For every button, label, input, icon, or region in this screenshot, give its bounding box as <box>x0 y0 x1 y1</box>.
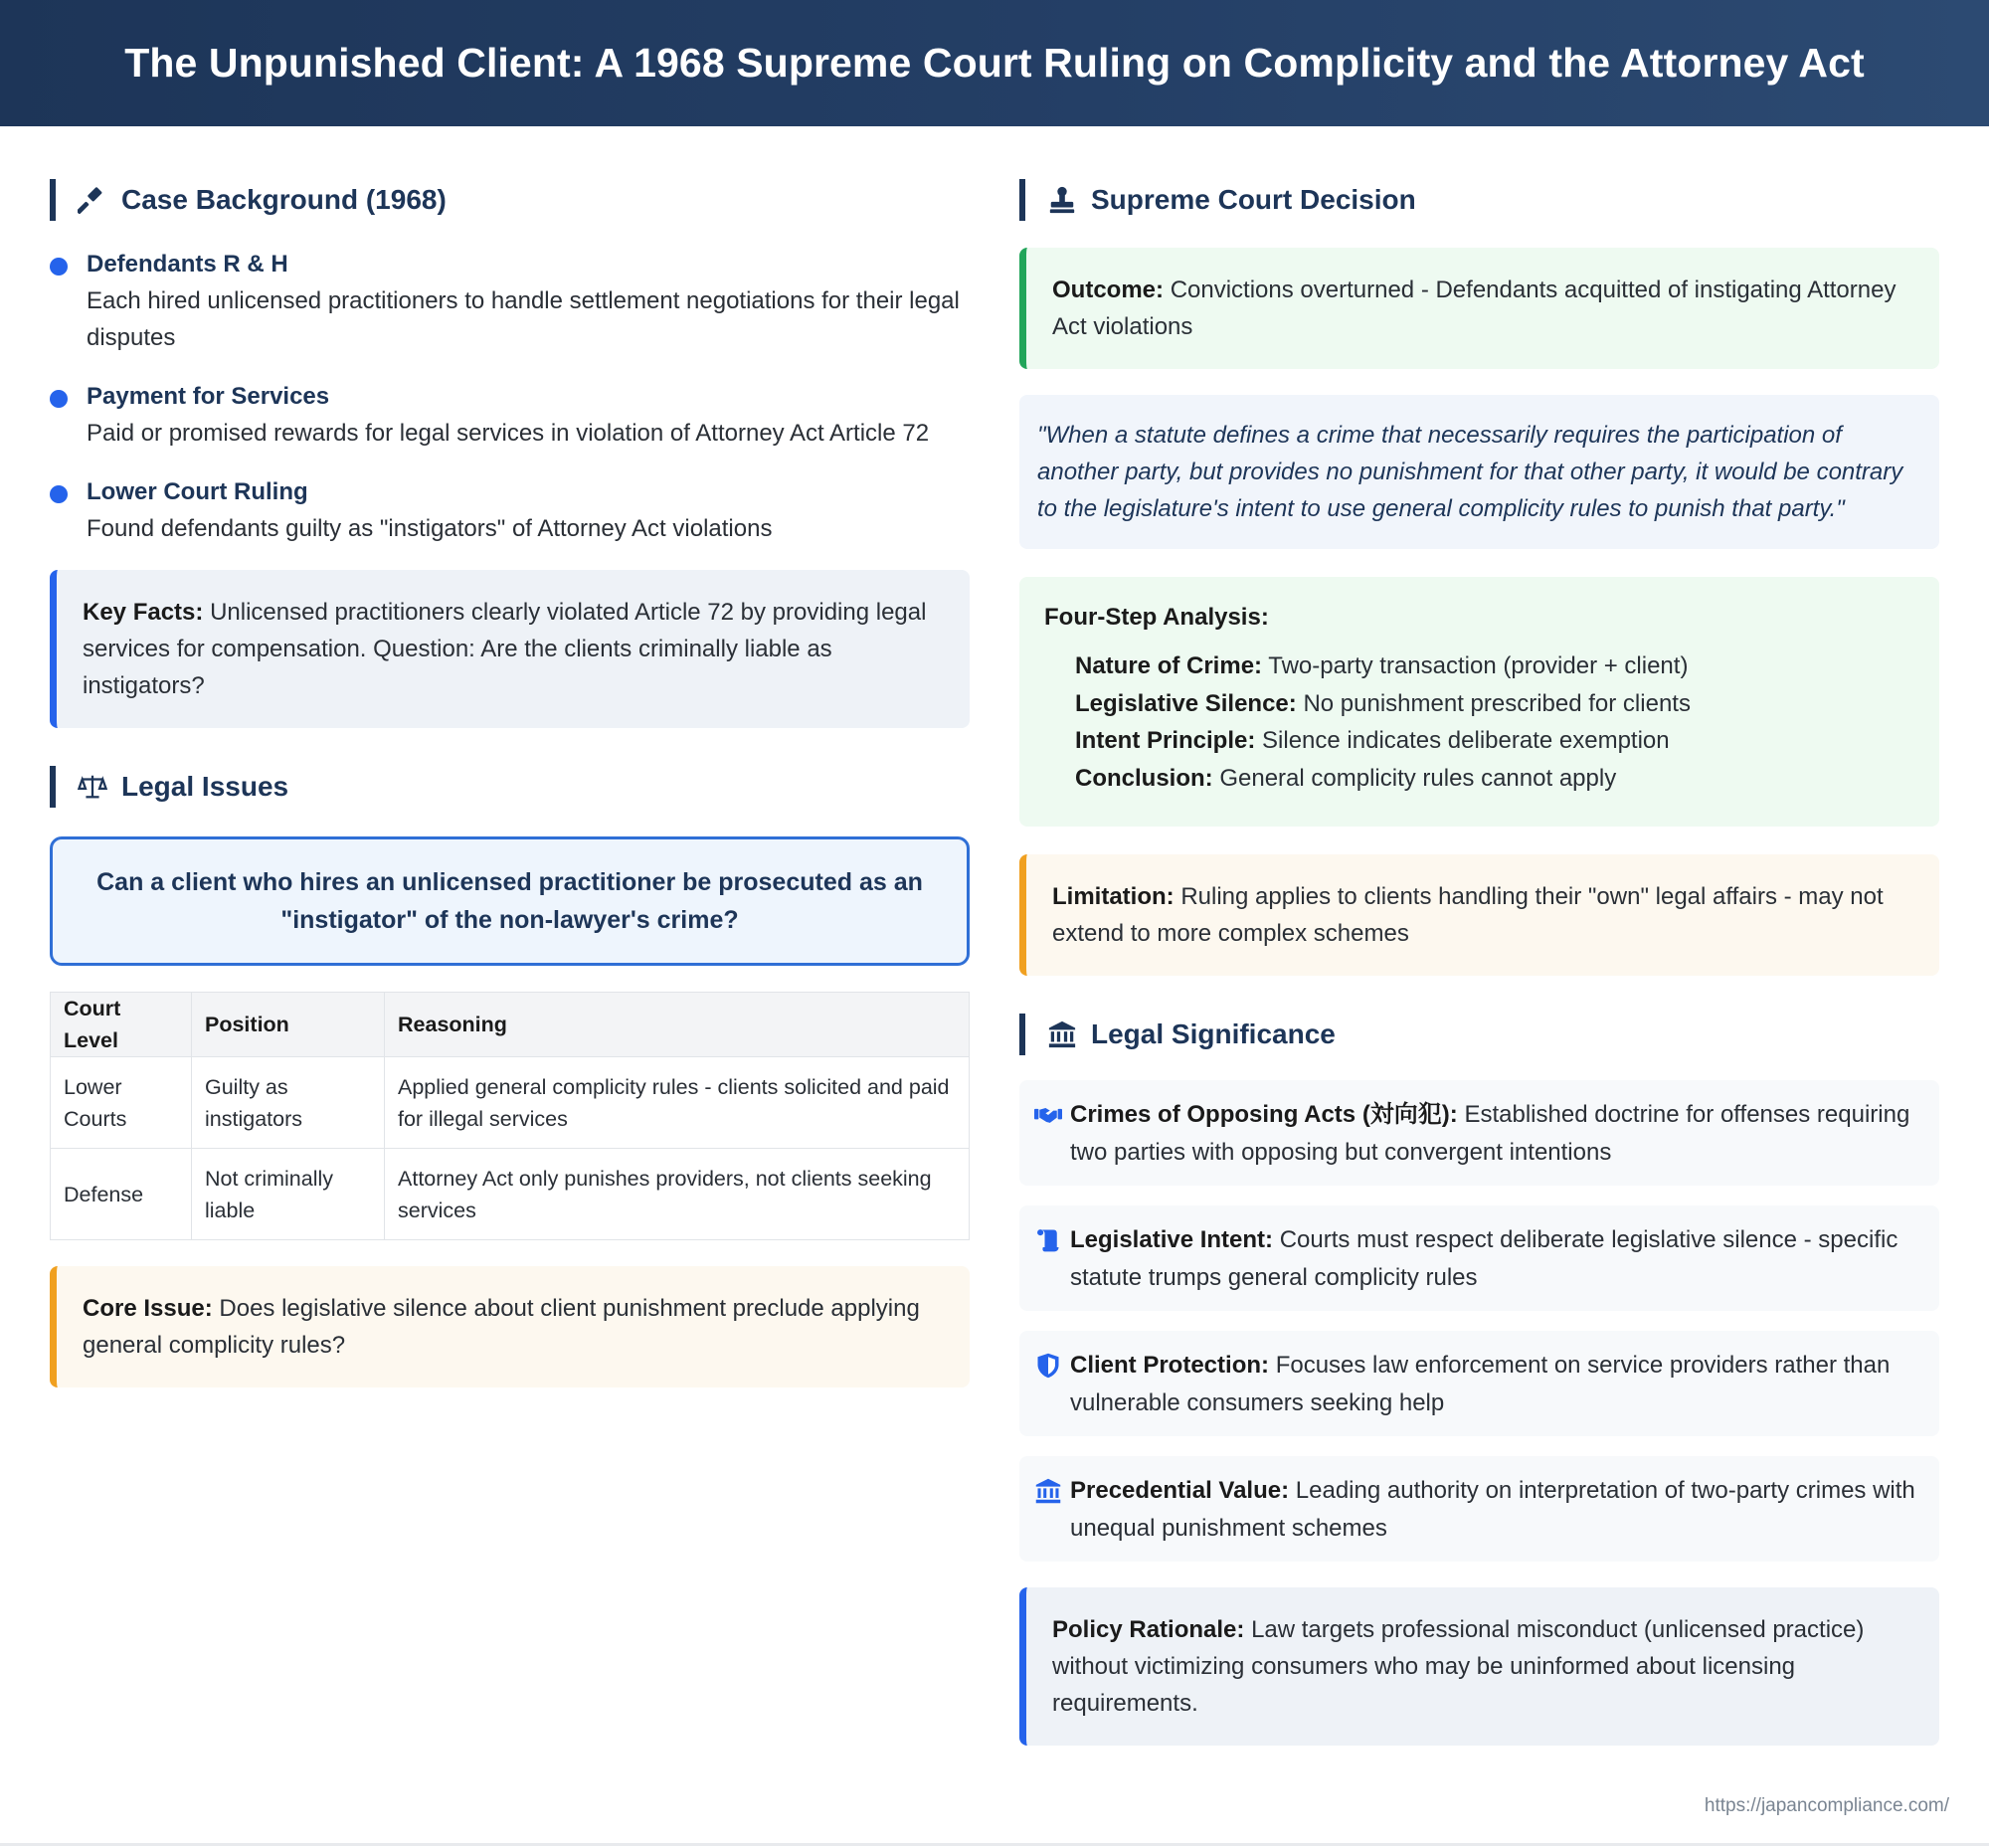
section-heading: Legal Significance <box>1091 1018 1336 1049</box>
list-item <box>1019 1456 1939 1562</box>
section-heading: Case Background (1968) <box>121 184 447 215</box>
analysis-step <box>1044 647 1915 685</box>
callout-text: Ruling applies to clients handling their "own" legal affairs - may not extend to more complex schemes <box>1052 883 1884 947</box>
policy-rationale-callout <box>1019 1587 1939 1746</box>
right-column <box>1019 126 1939 1746</box>
left-column <box>50 126 970 1387</box>
step-label: Legislative Silence: <box>1075 689 1297 717</box>
item-label: Crimes of Opposing Acts (対向犯): <box>1070 1101 1458 1128</box>
item-title: Lower Court Ruling <box>87 478 308 505</box>
item-description: Found defendants guilty as "instigators" of Attorney Act violations <box>87 515 773 542</box>
limitation-callout <box>1019 854 1939 976</box>
page-header <box>0 0 1989 126</box>
background-list <box>50 247 970 547</box>
table-row <box>51 1057 970 1149</box>
gavel-icon <box>76 183 109 217</box>
step-label: Conclusion: <box>1075 764 1213 792</box>
table-cell: Attorney Act only punishes providers, not clients seeking services <box>385 1149 970 1240</box>
item-text: Courts must respect deliberate legislative silence - specific statute trumps general complicity rules <box>1070 1226 1899 1291</box>
callout-text: Law targets professional misconduct (unlicensed practice) without victimizing consumers who may be uninformed about licensing requirements. <box>1052 1616 1865 1717</box>
column-header: Reasoning <box>385 993 970 1057</box>
analysis-step <box>1044 760 1915 798</box>
step-text: Two-party transaction (provider + client) <box>1268 652 1689 679</box>
step-label: Nature of Crime: <box>1075 652 1263 679</box>
callout-label: Outcome: <box>1052 277 1165 303</box>
key-facts-callout <box>50 570 970 728</box>
core-issue-callout <box>50 1266 970 1387</box>
callout-label: Policy Rationale: <box>1052 1616 1245 1643</box>
court-quote: "When a statute defines a crime that necessarily requires the participation of another party, but provides no punishment for that other party, it would be contrary to the legislature's intent to use general complicity rules to punish that party." <box>1019 395 1939 549</box>
list-item <box>1019 1331 1939 1436</box>
analysis-title: Four-Step Analysis: <box>1044 604 1269 631</box>
handshake-icon <box>1031 1096 1065 1134</box>
item-description: Each hired unlicensed practitioners to handle settlement negotiations for their legal disputes <box>87 287 960 351</box>
section-heading: Legal Issues <box>121 771 289 802</box>
callout-text: Does legislative silence about client punishment preclude applying general complicity rules? <box>83 1295 920 1359</box>
callout-text: Convictions overturned - Defendants acquitted of instigating Attorney Act violations <box>1052 277 1897 340</box>
table-cell: Defense <box>51 1149 192 1240</box>
item-text: Focuses law enforcement on service providers rather than vulnerable consumers seeking help <box>1070 1352 1891 1416</box>
list-item <box>1019 1080 1939 1186</box>
column-header: Court Level <box>51 993 192 1057</box>
item-text: Leading authority on interpretation of two-party crimes with unequal punishment schemes <box>1070 1477 1915 1542</box>
item-description: Paid or promised rewards for legal services in violation of Attorney Act Article 72 <box>87 420 930 447</box>
outcome-callout <box>1019 248 1939 369</box>
item-text: Established doctrine for offenses requiring two parties with opposing but convergent intentions <box>1070 1101 1910 1166</box>
step-text: Silence indicates deliberate exemption <box>1262 727 1670 754</box>
list-item <box>50 379 970 452</box>
footer-divider <box>0 1843 1989 1846</box>
step-label: Intent Principle: <box>1075 727 1256 754</box>
four-step-analysis <box>1019 577 1939 827</box>
item-title: Payment for Services <box>87 383 330 410</box>
item-title: Defendants R & H <box>87 251 288 277</box>
callout-label: Key Facts: <box>83 599 204 626</box>
court-positions-table <box>50 992 970 1240</box>
shield-icon <box>1031 1347 1065 1385</box>
page-title: The Unpunished Client: A 1968 Supreme Court Ruling on Complicity and the Attorney Act <box>124 40 1865 86</box>
table-cell: Guilty as instigators <box>192 1057 385 1149</box>
table-header-row <box>51 993 970 1057</box>
callout-label: Core Issue: <box>83 1295 213 1322</box>
list-item <box>50 247 970 356</box>
section-case-background <box>50 179 970 221</box>
landmark-icon <box>1045 1017 1079 1051</box>
analysis-step <box>1044 722 1915 760</box>
table-cell: Applied general complicity rules - clients solicited and paid for illegal services <box>385 1057 970 1149</box>
key-question-box: Can a client who hires an unlicensed practitioner be prosecuted as an "instigator" of the non-lawyer's crime? <box>50 836 970 966</box>
table-row <box>51 1149 970 1240</box>
section-heading: Supreme Court Decision <box>1091 184 1416 215</box>
callout-text: Unlicensed practitioners clearly violated Article 72 by providing legal services for compensation. Question: Are the clients criminally liable as instigators? <box>83 599 927 699</box>
landmark-icon <box>1031 1472 1065 1510</box>
scales-icon <box>76 770 109 804</box>
stamp-icon <box>1045 183 1079 217</box>
section-supreme-court-decision <box>1019 179 1939 221</box>
callout-label: Limitation: <box>1052 883 1175 910</box>
step-text: No punishment prescribed for clients <box>1303 689 1691 717</box>
table-cell: Lower Courts <box>51 1057 192 1149</box>
item-label: Precedential Value: <box>1070 1477 1290 1504</box>
section-legal-issues <box>50 766 970 808</box>
table-cell: Not criminally liable <box>192 1149 385 1240</box>
source-url[interactable]: https://japancompliance.com/ <box>1704 1795 1949 1816</box>
item-label: Legislative Intent: <box>1070 1226 1274 1253</box>
scroll-icon <box>1031 1221 1065 1259</box>
analysis-step <box>1044 685 1915 723</box>
list-item <box>50 474 970 547</box>
section-legal-significance <box>1019 1014 1939 1055</box>
significance-list <box>1019 1080 1939 1562</box>
column-header: Position <box>192 993 385 1057</box>
step-text: General complicity rules cannot apply <box>1219 764 1617 792</box>
list-item <box>1019 1205 1939 1311</box>
item-label: Client Protection: <box>1070 1352 1270 1379</box>
